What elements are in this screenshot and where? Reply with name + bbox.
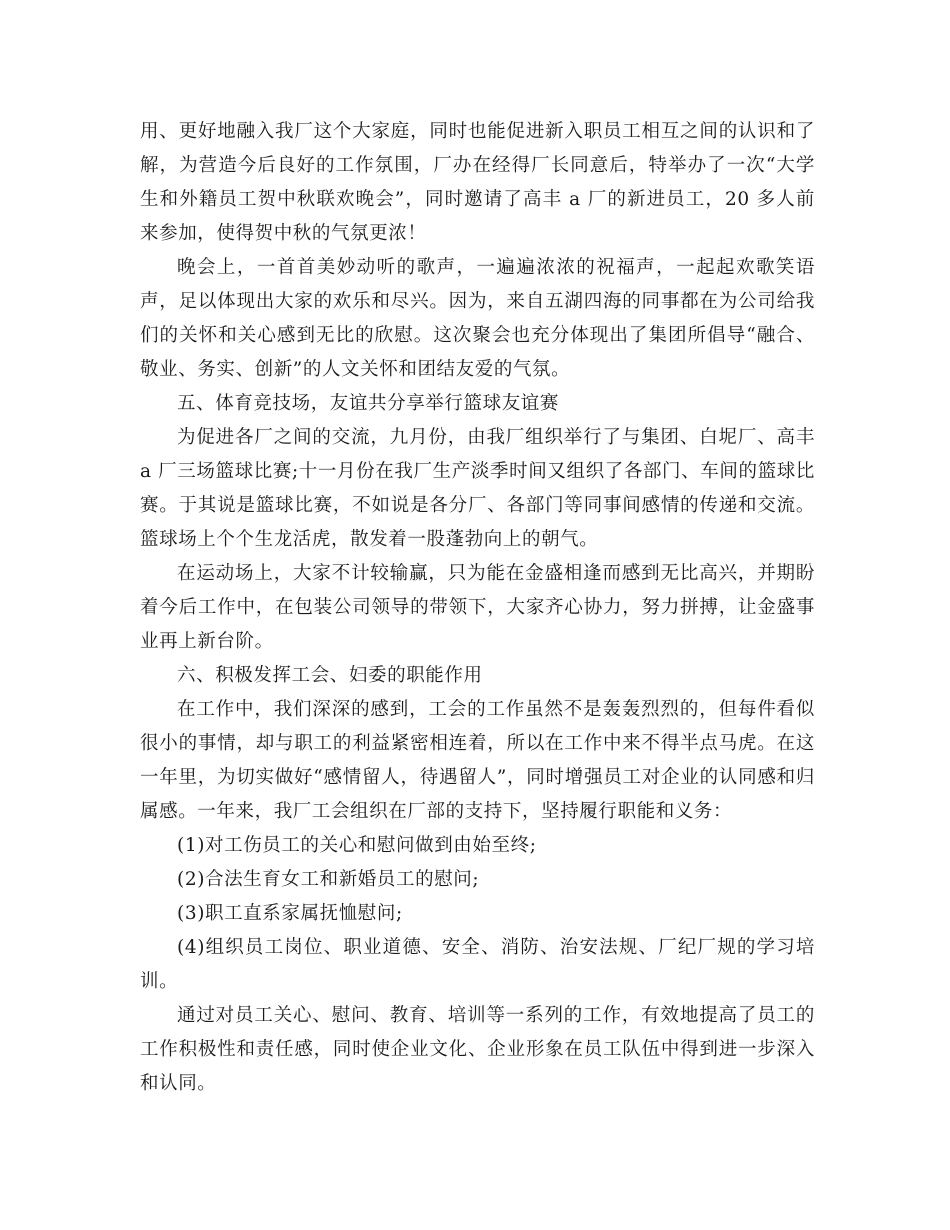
paragraph-union-work: 在工作中，我们深深的感到，工会的工作虽然不是轰轰烈烈的，但每件看似很小的事情，却与职工的利益紧密相连着，所以在工作中来不得半点马虎。在这一年里，为切实做好“感情留人，待遇留人”，同时增强员工对企业的认同感和归属感。一年来，我厂工会组织在厂部的支持下，坚持履行职能和义务：: [140, 699, 815, 822]
paragraph-basketball-matches: 为促进各厂之间的交流，九月份，由我厂组织举行了与集团、白坭厂、高丰 a 厂三场篮球比赛;十一月份在我厂生产淡季时间又组织了各部门、车间的篮球比赛。于其说是篮球比赛，不如说是各分厂、各部门等同事间感情的传递和交流。篮球场上个个生龙活虎，散发着一股蓬勃向上的朝气。: [140, 427, 815, 550]
list-item-injury-care: (1)对工伤员工的关心和慰问做到由始至终;: [177, 835, 537, 856]
list-item-maternity-wedding: (2)合法生育女工和新婚员工的慰问;: [177, 869, 480, 890]
paragraph-evening-party: 晚会上，一首首美妙动听的歌声，一遍遍浓浓的祝福声，一起起欢歌笑语声，足以体现出大家的欢乐和尽兴。因为，来自五湖四海的同事都在为公司给我们的关怀和关心感到无比的欣慰。这次聚会也充分体现出了集团所倡导“融合、敬业、务实、创新”的人文关怀和团结友爱的气氛。: [140, 257, 815, 380]
paragraph-sports-field: 在运动场上，大家不计较输赢，只为能在金盛相逢而感到无比高兴，并期盼着今后工作中，在包装公司领导的带领下，大家齐心协力，努力拼搏，让金盛事业再上新台阶。: [140, 563, 815, 652]
list-item-training: (4)组织员工岗位、职业道德、安全、消防、治安法规、厂纪厂规的学习培训。: [140, 937, 815, 992]
paragraph-conclusion: 通过对员工关心、慰问、教育、培训等一系列的工作，有效地提高了员工的工作积极性和责任感，同时使企业文化、企业形象在员工队伍中得到进一步深入和认同。: [140, 1005, 815, 1094]
document-body: [140, 115, 815, 1101]
list-item-family-condolence: (3)职工直系家属抚恤慰问;: [177, 903, 403, 924]
section-heading-basketball: 五、体育竞技场，友谊共分享举行篮球友谊赛: [177, 393, 560, 414]
section-heading-union: 六、积极发挥工会、妇委的职能作用: [177, 665, 483, 686]
paragraph-continued-intro: 用、更好地融入我厂这个大家庭，同时也能促进新入职员工相互之间的认识和了解，为营造今后良好的工作氛围，厂办在经得厂长同意后，特举办了一次“大学生和外籍员工贺中秋联欢晚会”，同时邀请了高丰 a 厂的新进员工，20 多人前来参加，使得贺中秋的气氛更浓！: [140, 121, 815, 244]
